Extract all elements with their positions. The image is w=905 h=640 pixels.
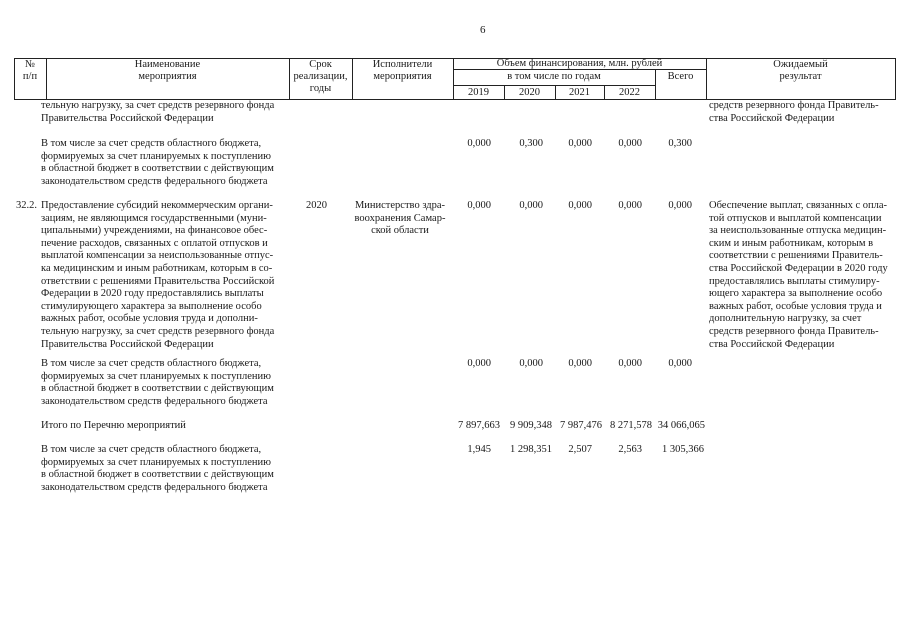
row-322-result: Обеспечение выплат, связанных с опла- той отпусков и выплатой компенсации за неиспользованные отпуска медицин- ским и иным работникам, которым в соответствии с решениями Правитель- ства Российской Федерации в 2020 году предоставлялись выплаты стимулиру- ющего характера за выполнение особо важных работ, особые условия труда и дополнительную нагрузку, за счет средств резервного фонда Правитель- ства Российской Федерации: [709, 200, 888, 350]
row-sub1-total: 0,300: [668, 138, 692, 149]
header-executors: Исполнители мероприятия: [372, 59, 433, 82]
header-num: № п/п: [22, 59, 38, 82]
row-sub1-2022: 0,000: [618, 138, 642, 149]
row-322-2021: 0,000: [568, 200, 592, 211]
row-itogo-total: 34 066,065: [657, 420, 705, 431]
row-sub3-2019: 1,945: [467, 444, 491, 455]
row-cont-result: средств резервного фонда Правитель- ства Российской Федерации: [709, 100, 879, 124]
row-sub2-2019: 0,000: [467, 358, 491, 369]
header-result: Ожидаемый результат: [773, 59, 828, 82]
row-sub2-2020: 0,000: [519, 358, 543, 369]
header-funding: Объем финансирования, млн. рублей: [496, 58, 663, 69]
row-sub2-2022: 0,000: [618, 358, 642, 369]
header-year: 2019: [468, 87, 489, 98]
row-sub1-2019: 0,000: [467, 138, 491, 149]
header-year: 2021: [569, 87, 590, 98]
header-name: Наименование мероприятия: [134, 59, 201, 82]
row-322-2020: 0,000: [519, 200, 543, 211]
row-itogo-name: Итого по Перечню мероприятий: [41, 420, 186, 431]
page-number: 6: [480, 24, 486, 36]
row-itogo-2022: 8 271,578: [610, 420, 652, 431]
header-term: Срок реализации, годы: [293, 59, 348, 94]
row-cont-name: тельную нагрузку, за счет средств резервного фонда Правительства Российской Федерации: [41, 100, 275, 124]
row-sub3-total: 1 305,366: [662, 444, 704, 455]
years-subrule: [453, 85, 655, 86]
row-sub3-name: В том числе за счет средств областного бюджета, формируемых за счет планируемых к поступлению в областной бюджет в соответствии с действующим законодательством средств федерального бюджета: [41, 444, 274, 493]
row-sub2-2021: 0,000: [568, 358, 592, 369]
row-322-num: 32.2.: [16, 200, 37, 211]
header-year: 2022: [619, 87, 640, 98]
row-itogo-2020: 9 909,348: [510, 420, 552, 431]
row-sub1-name: В том числе за счет средств областного бюджета, формируемых за счет планируемых к поступлению в областной бюджет в соответствии с действующим законодательством средств федерального бюджета: [41, 138, 274, 187]
header-by-years: в том числе по годам: [507, 71, 601, 82]
header-total: Всего: [667, 71, 694, 82]
row-sub1-2021: 0,000: [568, 138, 592, 149]
row-itogo-2019: 7 897,663: [458, 420, 500, 431]
row-sub3-2020: 1 298,351: [510, 444, 552, 455]
row-322-executors: Министерство здра- воохранения Самар- ской области: [354, 200, 446, 237]
row-sub2-total: 0,000: [668, 358, 692, 369]
row-sub1-2020: 0,300: [519, 138, 543, 149]
row-322-2019: 0,000: [467, 200, 491, 211]
row-322-2022: 0,000: [618, 200, 642, 211]
row-sub2-name: В том числе за счет средств областного бюджета, формируемых за счет планируемых к поступлению в областной бюджет в соответствии с действующим законодательством средств федерального бюджета: [41, 358, 274, 407]
row-sub3-2022: 2,563: [618, 444, 642, 455]
row-itogo-2021: 7 987,476: [560, 420, 602, 431]
header-year: 2020: [519, 87, 540, 98]
row-322-name: Предоставление субсидий некоммерческим органи- зациям, не являющимся государственными (муни- ципальными) учреждениями, на финансовое обес- печение расходов, связанных с оплатой отпусков и выплатой компенсации за неиспользованные отпус- ка медицинским и иным работникам, которым в со- ответствии с решениями Правительства Российской Федерации в 2020 году предоставлялись выплаты стимулирующего характера за выполнение особо важных работ, особые условия труда и дополни- тельную нагрузку, за счет средств резервного фонда Правительства Российской Федерации: [41, 200, 275, 350]
row-sub3-2021: 2,507: [568, 444, 592, 455]
col-border: [895, 58, 896, 100]
row-322-total: 0,000: [668, 200, 692, 211]
row-322-term: 2020: [306, 200, 327, 211]
